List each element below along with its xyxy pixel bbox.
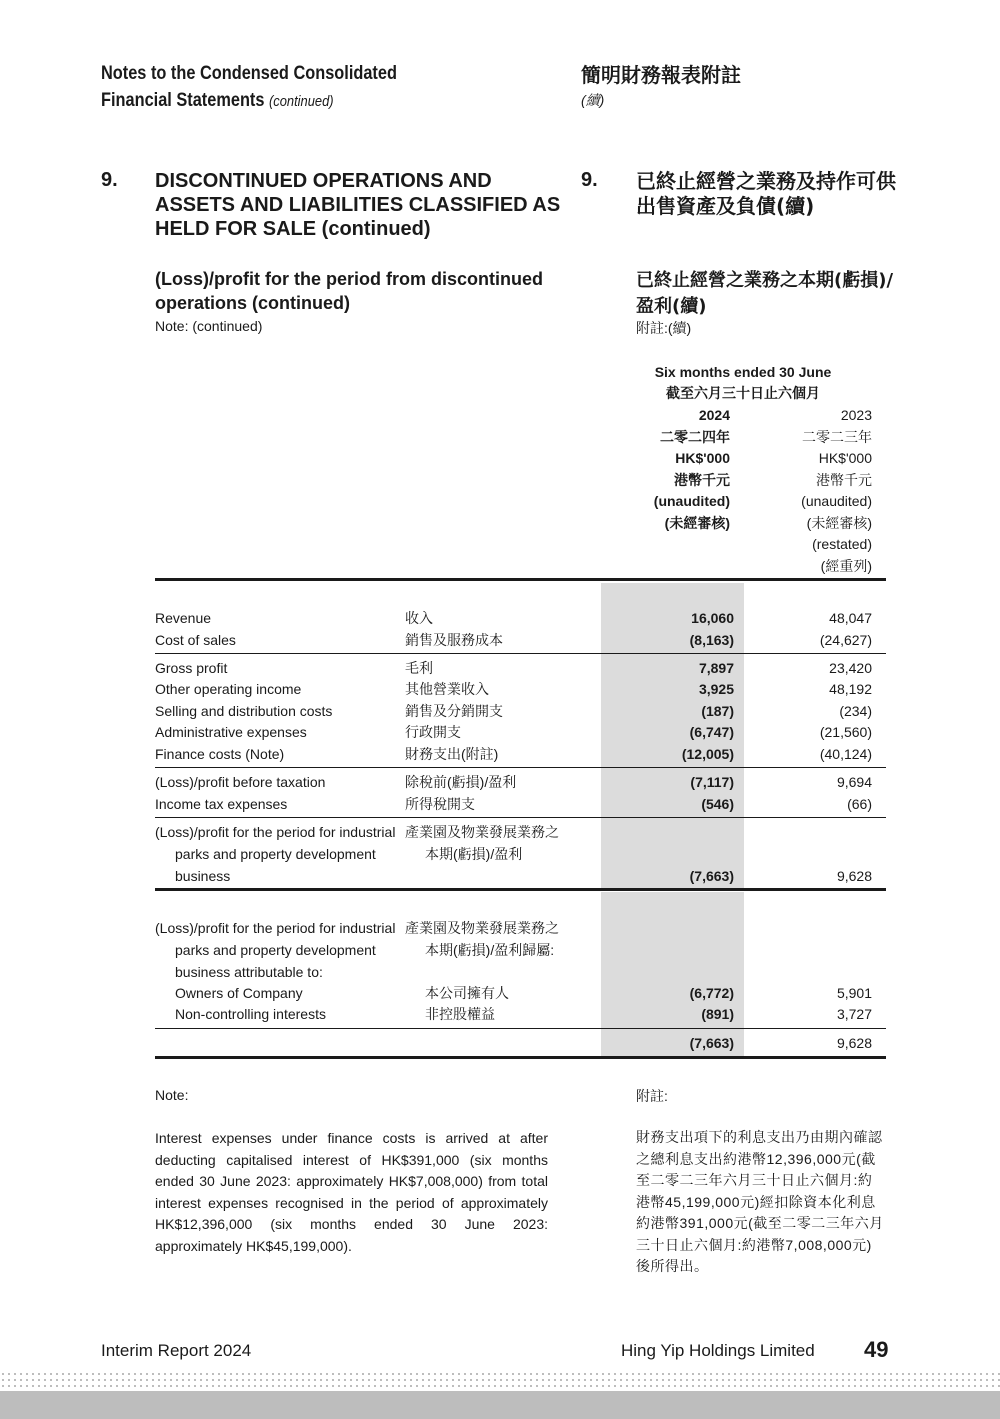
row-label-en: (Loss)/profit for the period for industrial (155, 920, 396, 936)
row-label-zh: 非控股權益 (425, 1006, 495, 1022)
row-label-zh: 其他營業收入 (405, 681, 489, 697)
rule-after-tax (155, 817, 886, 818)
row-label-en: Selling and distribution costs (155, 703, 333, 719)
row-value-2023: 9,628 (836, 1035, 872, 1051)
footnote-body-en: Interest expenses under finance costs is arrived at after deducting capitalised interest of HK$391,000 (six months ended 30 June 2023: approximately HK$7,008,000) from total interest expenses recognised in the period of approximately HK$12,396,000 (six months ended 30 June 2023: approximately HK$45,199,000). (155, 1130, 548, 1254)
table-row (155, 940, 886, 962)
col2023-status-zh: (未經審核) (806, 514, 872, 531)
table-bottom-rule (155, 1056, 886, 1059)
row-label-zh: 本期(虧損)/盈利歸屬: (425, 942, 555, 958)
col2023-restated: (restated) (812, 536, 872, 552)
col2023-status: (unaudited) (801, 493, 872, 509)
table-row (155, 822, 886, 844)
col2023-unit-zh: 港幣千元 (816, 471, 872, 488)
table-row (155, 983, 886, 1005)
row-value-2023: 48,047 (829, 610, 872, 626)
row-label-zh: 產業園及物業發展業務之 (405, 824, 559, 840)
row-label-zh: 收入 (405, 610, 433, 626)
row-label-zh: 本公司擁有人 (425, 985, 509, 1001)
table-row (155, 1004, 886, 1026)
note-label-zh: 附註:(續) (636, 320, 692, 336)
row-label-en: parks and property development (175, 942, 376, 958)
row-label-zh: 本期(虧損)/盈利 (425, 846, 523, 862)
col2023-year-zh: 二零二三年 (802, 428, 872, 445)
footer-report-name: Interim Report 2024 (101, 1341, 252, 1360)
row-label-zh: 所得稅開支 (405, 796, 475, 812)
table-row (155, 630, 886, 652)
row-label-zh: 銷售及分銷開支 (405, 703, 503, 719)
row-value-2024: (187) (701, 703, 734, 719)
page-number: 49 (864, 1337, 889, 1362)
row-label-en: Gross profit (155, 660, 228, 676)
header-continued-en: (continued) (268, 93, 334, 110)
table-row (155, 679, 886, 701)
header-title-line1: Notes to the Condensed Consolidated (101, 63, 397, 84)
col2023-year: 2023 (840, 407, 872, 423)
column-header-2023 (745, 405, 872, 577)
col2024-year: 2024 (698, 407, 730, 423)
row-label-en: Non-controlling interests (175, 1006, 326, 1022)
row-label-en: parks and property development (175, 846, 376, 862)
row-value-2023: 9,694 (836, 774, 872, 790)
row-label-zh: 產業園及物業發展業務之 (405, 920, 559, 936)
footnote-label-zh: 附註: (636, 1088, 668, 1104)
row-label-zh: 毛利 (405, 660, 433, 676)
row-value-2023: (66) (847, 796, 872, 812)
row-label-zh: 銷售及服務成本 (405, 632, 503, 648)
row-value-2024: (12,005) (681, 746, 734, 762)
row-value-2023: 23,420 (829, 660, 872, 676)
row-label-en: (Loss)/profit before taxation (155, 774, 326, 790)
row-label-en: Finance costs (Note) (155, 746, 285, 762)
table-row (155, 701, 886, 723)
col2024-unit: HK$'000 (675, 450, 730, 466)
row-value-2024: 7,897 (698, 660, 734, 676)
table-row (155, 844, 886, 866)
row-label-zh: 除稅前(虧損)/盈利 (405, 774, 517, 790)
row-value-2023: (40,124) (819, 746, 872, 762)
col2023-restated-zh: (經重列) (820, 557, 872, 574)
footer-company-name: Hing Yip Holdings Limited (621, 1341, 815, 1360)
table-row (155, 658, 886, 680)
row-label-en: business (175, 868, 231, 884)
column-header-2024 (600, 405, 730, 534)
row-value-2024: (6,772) (689, 985, 734, 1001)
note-label-en: Note: (continued) (155, 318, 263, 334)
footer-bar (0, 1391, 1000, 1419)
row-value-2024: (8,163) (689, 632, 734, 648)
table-row (155, 918, 886, 940)
section-number-zh: 9. (581, 169, 598, 191)
row-value-2023: 48,192 (829, 681, 872, 697)
rule-after-attributable (155, 1028, 886, 1029)
rule-after-business-total (155, 888, 886, 891)
row-value-2024: (7,663) (689, 1035, 734, 1051)
row-label-en: Owners of Company (175, 985, 303, 1001)
section-number-en: 9. (101, 169, 118, 191)
row-label-en: Revenue (155, 610, 212, 626)
rule-after-finance-costs (155, 767, 886, 768)
row-label-en: Administrative expenses (155, 724, 307, 740)
table-row (155, 772, 886, 794)
table-top-rule (155, 578, 886, 581)
col2024-unit-zh: 港幣千元 (674, 471, 730, 488)
row-value-2024: (7,663) (689, 868, 734, 884)
footnote-label-en: Note: (155, 1087, 189, 1103)
table-row (155, 722, 886, 744)
table-row-total (155, 1033, 886, 1055)
section-title-en: DISCONTINUED OPERATIONS AND ASSETS AND LIABILITIES CLASSIFIED AS HELD FOR SALE (continued) (155, 170, 561, 240)
table-row (155, 744, 886, 766)
col2024-status: (unaudited) (653, 493, 730, 509)
col2024-status-zh: (未經審核) (664, 514, 730, 531)
row-value-2024: 3,925 (698, 681, 734, 697)
header-title-en (101, 60, 397, 115)
row-value-2023: (21,560) (819, 724, 872, 740)
row-value-2024: (7,117) (690, 774, 734, 790)
period-header (600, 362, 886, 404)
footer-dot-pattern (0, 1371, 1000, 1389)
table-row (155, 866, 886, 888)
header-title-zh: 簡明財務報表附註 (581, 63, 741, 87)
row-label-en: business attributable to: (175, 964, 323, 980)
col2023-unit: HK$'000 (818, 450, 872, 466)
row-value-2024: (546) (701, 796, 734, 812)
row-value-2023: 5,901 (836, 985, 872, 1001)
subsection-title-en: (Loss)/profit for the period from discontinued operations (continued) (155, 269, 543, 313)
rule-after-cost-of-sales (155, 653, 886, 654)
period-zh: 截至六月三十日止六個月 (666, 385, 820, 401)
row-value-2024: (6,747) (689, 724, 734, 740)
footnote-body-zh: 財務支出項下的利息支出乃由期內確認之總利息支出約港幣12,396,000元(截至二零二三年六月三十日止六個月:約港幣45,199,000元)經扣除資本化利息約港幣391,000元(截至二零二三年六月三十日止六個月:約港幣7,008,000元)後所得出。 (636, 1129, 884, 1274)
row-value-2023: (234) (839, 703, 872, 719)
row-value-2023: 3,727 (836, 1006, 872, 1022)
row-label-en: Income tax expenses (155, 796, 288, 812)
row-label-en: Other operating income (155, 681, 302, 697)
row-label-en: (Loss)/profit for the period for industrial (155, 824, 396, 840)
subsection-title-zh: 已終止經營之業務之本期(虧損)/盈利(續) (636, 270, 894, 317)
row-value-2023: 9,628 (836, 868, 872, 884)
row-value-2023: (24,627) (819, 632, 872, 648)
row-value-2024: (891) (701, 1006, 734, 1022)
row-label-zh: 行政開支 (405, 724, 461, 740)
row-value-2024: 16,060 (691, 610, 734, 626)
table-row (155, 962, 886, 984)
table-row (155, 794, 886, 816)
header-title-line2: Financial Statements (101, 90, 265, 111)
table-row (155, 608, 886, 630)
period-en: Six months ended 30 June (654, 364, 832, 380)
header-continued-zh: (續) (581, 92, 605, 108)
row-label-zh: 財務支出(附註) (405, 746, 499, 762)
section-title-zh: 已終止經營之業務及持作可供出售資產及負債(續) (636, 169, 896, 218)
col2024-year-zh: 二零二四年 (660, 428, 730, 445)
row-label-en: Cost of sales (155, 632, 236, 648)
